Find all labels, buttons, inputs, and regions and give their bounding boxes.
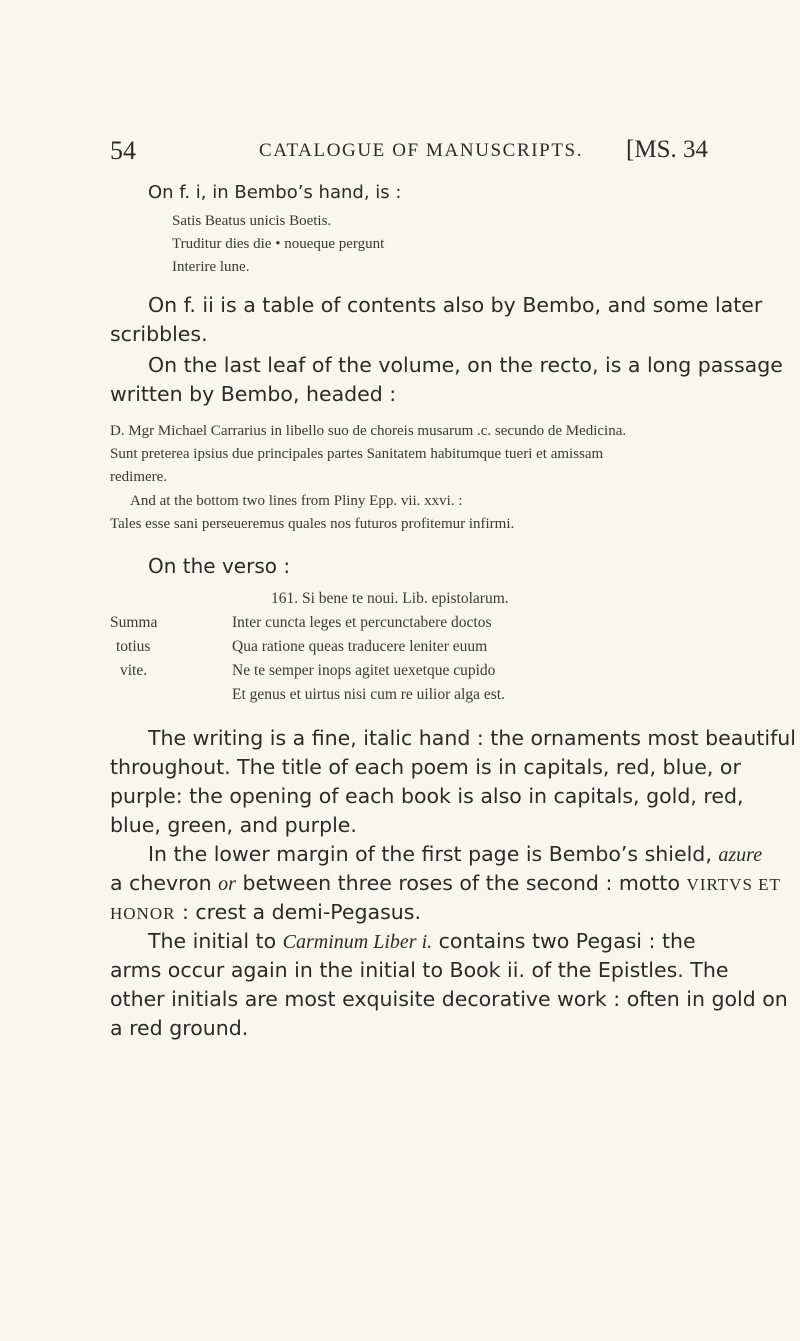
tincture-or: or xyxy=(218,873,236,895)
recto-line-2: Sunt preterea ipsius due principales partes Sanitatem habitumque tueri et amissam xyxy=(110,446,604,462)
margin-note-1: Summa xyxy=(110,614,158,631)
verso-poem-line-4: Ne te semper inops agitet uexetque cupido xyxy=(232,662,496,679)
description-line-9: arms occur again in the initial to Book ii. of the Epistles. The xyxy=(110,958,729,982)
initial-text: The initial to xyxy=(148,929,277,953)
crest-text: : crest a demi-Pegasus. xyxy=(181,900,421,924)
folio-i-verse-line-1: Satis Beatus unicis Boetis. xyxy=(172,213,332,229)
pegasi-text: contains two Pegasi : the xyxy=(438,929,696,953)
folio-ii-paragraph-line-1: On f. ii is a table of contents also by Bembo, and some later xyxy=(148,293,763,317)
description-line-1: The writing is a fine, italic hand : the ornaments most beautiful xyxy=(148,726,796,750)
running-head xyxy=(110,136,708,170)
chevron-text: a chevron xyxy=(110,871,212,895)
description-line-7 xyxy=(110,900,421,924)
manuscript-reference: [MS. 34 xyxy=(626,136,708,163)
verso-heading: On the verso : xyxy=(148,554,291,578)
margin-note-2: totius xyxy=(116,638,151,655)
motto-part-2: HONOR xyxy=(110,904,176,923)
recto-line-4: And at the bottom two lines from Pliny Epp. vii. xxvi. : xyxy=(130,493,463,509)
verso-poem-line-2: Inter cuncta leges et percunctabere doctos xyxy=(232,614,492,631)
verso-poem-line-1: 161. Si bene te noui. Lib. epistolarum. xyxy=(271,590,509,607)
shield-sentence: In the lower margin of the first page is Bembo’s shield, xyxy=(148,842,712,866)
folio-ii-paragraph-line-2: scribbles. xyxy=(110,322,208,346)
description-line-4: blue, green, and purple. xyxy=(110,813,357,837)
folio-i-intro: On f. i, in Bembo’s hand, is : xyxy=(148,182,402,203)
description-line-6 xyxy=(110,871,781,896)
recto-line-3: redimere. xyxy=(110,469,168,485)
verso-poem-line-5: Et genus et uirtus nisi cum re uilior alga est. xyxy=(232,686,505,703)
recto-line-5: Tales esse sani perseueremus quales nos futuros profitemur infirmi. xyxy=(110,516,515,532)
folio-i-verse-line-3: Interire lune. xyxy=(172,259,250,275)
page-number: 54 xyxy=(110,136,136,165)
description-line-3: purple: the opening of each book is also in capitals, gold, red, xyxy=(110,784,744,808)
folio-i-verse-line-2: Truditur dies die • noueque pergunt xyxy=(172,236,385,252)
description-line-5 xyxy=(148,842,762,867)
description-line-10: other initials are most exquisite decorative work : often in gold on xyxy=(110,987,788,1011)
recto-line-1: D. Mgr Michael Carrarius in libello suo de choreis musarum .c. secundo de Medicina. xyxy=(110,423,627,439)
last-leaf-paragraph-line-2: written by Bembo, headed : xyxy=(110,382,397,406)
motto-part-1: VIRTVS ET xyxy=(686,875,781,894)
book-title: Carminum Liber i. xyxy=(282,931,433,953)
margin-note-3: vite. xyxy=(120,662,148,679)
header-title: CATALOGUE OF MANUSCRIPTS. xyxy=(259,140,584,161)
roses-text: between three roses of the second : motto xyxy=(242,871,681,895)
last-leaf-paragraph-line-1: On the last leaf of the volume, on the recto, is a long passage xyxy=(148,353,783,377)
description-line-8 xyxy=(148,929,696,954)
description-line-2: throughout. The title of each poem is in capitals, red, blue, or xyxy=(110,755,741,779)
description-line-11: a red ground. xyxy=(110,1016,249,1040)
tincture-azure: azure xyxy=(718,844,763,866)
verso-poem-line-3: Qua ratione queas traducere leniter euum xyxy=(232,638,488,655)
